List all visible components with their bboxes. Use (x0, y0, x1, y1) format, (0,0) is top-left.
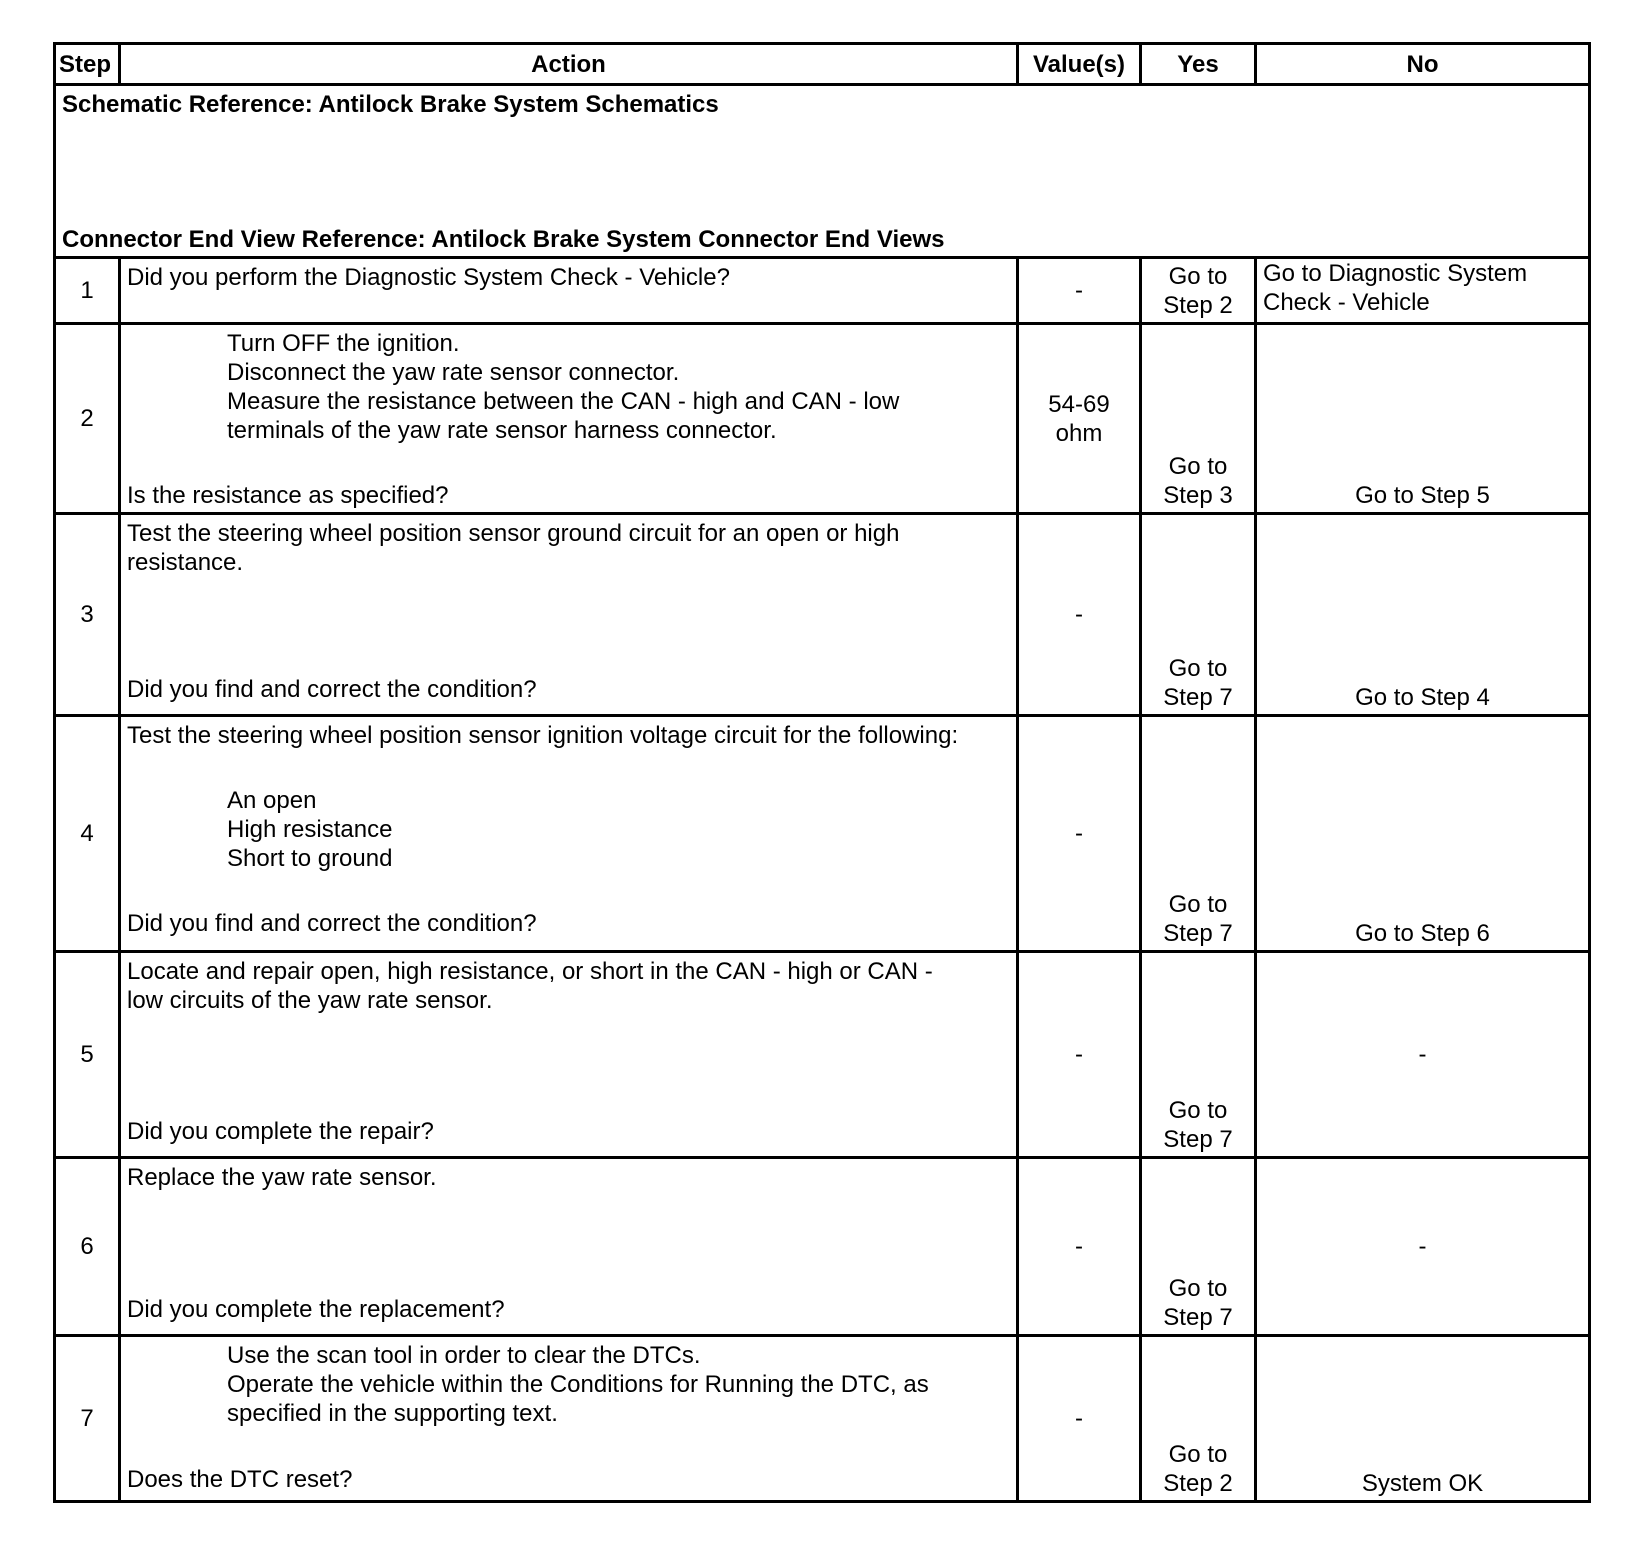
yes-cell (1141, 1158, 1256, 1336)
connector-reference: Connector End View Reference: Antilock Brake System Connector End Views (62, 226, 945, 253)
action-text: low circuits of the yaw rate sensor. (127, 987, 493, 1014)
step-number: 6 (55, 1158, 120, 1336)
action-cell (120, 258, 1018, 324)
action-question: Did you complete the repair? (127, 1118, 434, 1145)
yes-line-1: Go to (1168, 453, 1228, 480)
action-cell (120, 1336, 1018, 1502)
yes-line-2: Step 7 (1163, 1304, 1233, 1331)
step-number: 4 (55, 716, 120, 952)
value-cell: - (1018, 716, 1141, 952)
action-item: Short to ground (227, 845, 393, 872)
value-cell: - (1018, 1336, 1141, 1502)
yes-line-1: Go to (1168, 655, 1228, 682)
value-line-1: 54-69 (1048, 390, 1110, 418)
action-text: resistance. (127, 549, 244, 576)
action-cell (120, 324, 1018, 514)
no-cell: Go to Step 6 (1256, 716, 1590, 952)
step-number: 5 (55, 952, 120, 1158)
action-text: Replace the yaw rate sensor. (127, 1164, 437, 1191)
yes-cell (1141, 716, 1256, 952)
action-item: Measure the resistance between the CAN - high and CAN - low (227, 388, 900, 415)
action-question: Did you find and correct the condition? (127, 676, 537, 703)
schematic-reference: Schematic Reference: Antilock Brake System Schematics (62, 91, 719, 118)
action-item: Turn OFF the ignition. (227, 330, 460, 357)
action-item: An open (227, 787, 317, 814)
action-text: Did you perform the Diagnostic System Check - Vehicle? (127, 264, 730, 291)
diagnostic-table (53, 42, 1591, 1503)
no-line-2: Check - Vehicle (1263, 289, 1430, 316)
step-row-2 (55, 324, 1590, 514)
yes-line-2: Step 7 (1163, 684, 1233, 711)
no-line-1: Go to Diagnostic System (1263, 260, 1528, 287)
step-row-1 (55, 258, 1590, 324)
value-cell: - (1018, 1158, 1141, 1336)
yes-line-2: Step 3 (1163, 482, 1233, 509)
yes-line-1: Go to (1168, 891, 1228, 918)
header-row (55, 44, 1590, 85)
yes-cell (1141, 258, 1256, 324)
yes-line-1: Go to (1168, 1441, 1228, 1468)
reference-row (55, 85, 1590, 258)
no-cell: System OK (1256, 1336, 1590, 1502)
action-item: Disconnect the yaw rate sensor connector. (227, 359, 680, 386)
yes-cell (1141, 952, 1256, 1158)
header-step: Step (55, 44, 120, 85)
yes-cell (1141, 324, 1256, 514)
value-cell: - (1018, 258, 1141, 324)
yes-cell (1141, 514, 1256, 716)
yes-line-2: Step 2 (1163, 292, 1233, 319)
action-cell (120, 514, 1018, 716)
action-question: Is the resistance as specified? (127, 482, 449, 509)
reference-cell (55, 85, 1590, 258)
step-row-5 (55, 952, 1590, 1158)
yes-line-1: Go to (1168, 1275, 1228, 1302)
step-row-7 (55, 1336, 1590, 1502)
step-number: 1 (55, 258, 120, 324)
no-cell: Go to Step 5 (1256, 324, 1590, 514)
header-yes: Yes (1141, 44, 1256, 85)
action-text: Test the steering wheel position sensor ignition voltage circuit for the following: (127, 722, 959, 749)
value-line-2: ohm (1055, 419, 1103, 447)
step-row-6 (55, 1158, 1590, 1336)
yes-line-2: Step 7 (1163, 920, 1233, 947)
action-question: Did you complete the replacement? (127, 1296, 505, 1323)
action-item: terminals of the yaw rate sensor harness connector. (227, 417, 777, 444)
action-cell (120, 716, 1018, 952)
action-item: Use the scan tool in order to clear the DTCs. (227, 1342, 701, 1369)
header-action: Action (120, 44, 1018, 85)
action-question: Did you find and correct the condition? (127, 910, 537, 937)
value-cell: - (1018, 514, 1141, 716)
step-number: 7 (55, 1336, 120, 1502)
yes-line-1: Go to (1168, 1097, 1228, 1124)
yes-cell (1141, 1336, 1256, 1502)
header-no: No (1256, 44, 1590, 85)
yes-line-2: Step 2 (1163, 1470, 1233, 1497)
action-item: specified in the supporting text. (227, 1400, 558, 1427)
step-row-4 (55, 716, 1590, 952)
action-text: Locate and repair open, high resistance, or short in the CAN - high or CAN - (127, 958, 933, 985)
no-cell: Go to Step 4 (1256, 514, 1590, 716)
header-values: Value(s) (1018, 44, 1141, 85)
step-number: 2 (55, 324, 120, 514)
no-cell: - (1256, 952, 1590, 1158)
action-cell (120, 1158, 1018, 1336)
action-item: Operate the vehicle within the Conditions for Running the DTC, as (227, 1371, 929, 1398)
yes-line-1: Go to (1168, 263, 1228, 290)
action-text: Test the steering wheel position sensor ground circuit for an open or high (127, 520, 900, 547)
step-number: 3 (55, 514, 120, 716)
value-cell: - (1018, 952, 1141, 1158)
action-item: High resistance (227, 816, 393, 843)
step-row-3 (55, 514, 1590, 716)
yes-line-2: Step 7 (1163, 1126, 1233, 1153)
action-cell (120, 952, 1018, 1158)
action-question: Does the DTC reset? (127, 1466, 353, 1493)
no-cell: - (1256, 1158, 1590, 1336)
value-cell (1018, 324, 1141, 514)
no-cell (1256, 258, 1590, 324)
